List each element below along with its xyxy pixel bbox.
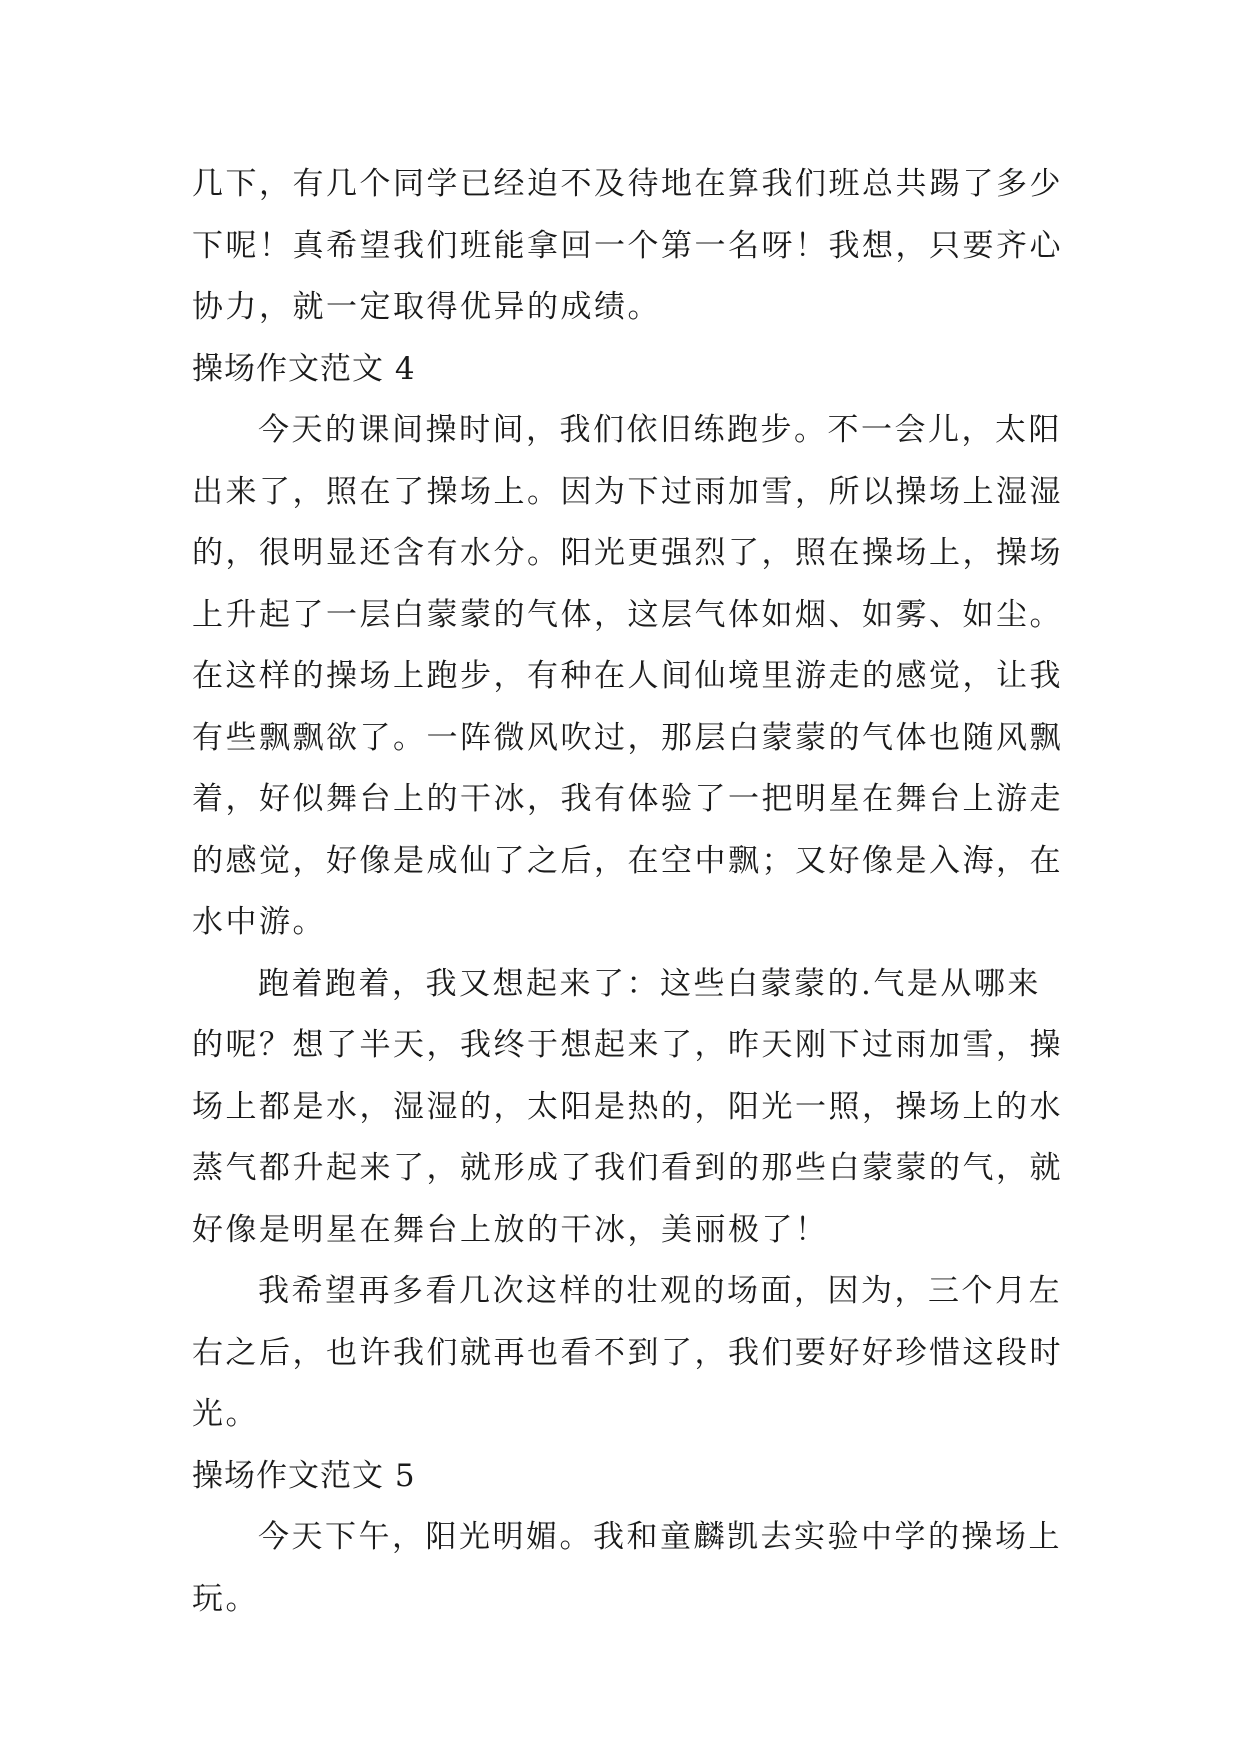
paragraph-line: 出来了，照在了操场上。因为下过雨加雪，所以操场上湿湿: [192, 473, 1063, 510]
section-heading: 操场作文范文 4: [192, 350, 416, 387]
paragraph-line: 右之后，也许我们就再也看不到了，我们要好好珍惜这段时: [192, 1334, 1063, 1371]
document-body: [192, 154, 1063, 1630]
paragraph-line: 的，很明显还含有水分。阳光更强烈了，照在操场上，操场: [192, 535, 1063, 571]
paragraph-line: 蒸气都升起来了，就形成了我们看到的那些白蒙蒙的气，就: [192, 1150, 1063, 1186]
paragraph-line: 跑着跑着，我又想起来了：这些白蒙蒙的.气是从哪来: [258, 965, 1041, 1002]
paragraph-line: 光。: [192, 1396, 259, 1432]
paragraph-line: 我希望再多看几次这样的壮观的场面，因为，三个月左: [258, 1273, 1062, 1309]
paragraph-line: 好像是明星在舞台上放的干冰，美丽极了！: [192, 1211, 829, 1248]
paragraph-line: 的呢？想了半天，我终于想起来了，昨天刚下过雨加雪，操: [192, 1027, 1063, 1063]
paragraph-line: 今天下午，阳光明媚。我和童麟凯去实验中学的操场上: [258, 1519, 1062, 1555]
paragraph-line: 今天的课间操时间，我们依旧练跑步。不一会儿，太阳: [258, 412, 1062, 448]
paragraph-line: 在这样的操场上跑步，有种在人间仙境里游走的感觉，让我: [192, 658, 1063, 694]
paragraph-line: 水中游。: [192, 904, 326, 940]
paragraph-line: 协力，就一定取得优异的成绩。: [192, 289, 661, 325]
paragraph-line: 的感觉，好像是成仙了之后，在空中飘；又好像是入海，在: [192, 842, 1063, 879]
paragraph-line: 场上都是水，湿湿的，太阳是热的，阳光一照，操场上的水: [192, 1088, 1063, 1125]
paragraph-line: 几下，有几个同学已经迫不及待地在算我们班总共踢了多少: [192, 166, 1063, 202]
paragraph-line: 玩。: [192, 1580, 259, 1617]
paragraph-line: 上升起了一层白蒙蒙的气体，这层气体如烟、如雾、如尘。: [192, 596, 1063, 633]
paragraph-line: 有些飘飘欲了。一阵微风吹过，那层白蒙蒙的气体也随风飘: [192, 719, 1063, 756]
section-heading: 操场作文范文 5: [192, 1457, 416, 1494]
paragraph-line: 着，好似舞台上的干冰，我有体验了一把明星在舞台上游走: [192, 781, 1063, 817]
paragraph-line: 下呢！真希望我们班能拿回一个第一名呀！我想，只要齐心: [192, 227, 1063, 264]
